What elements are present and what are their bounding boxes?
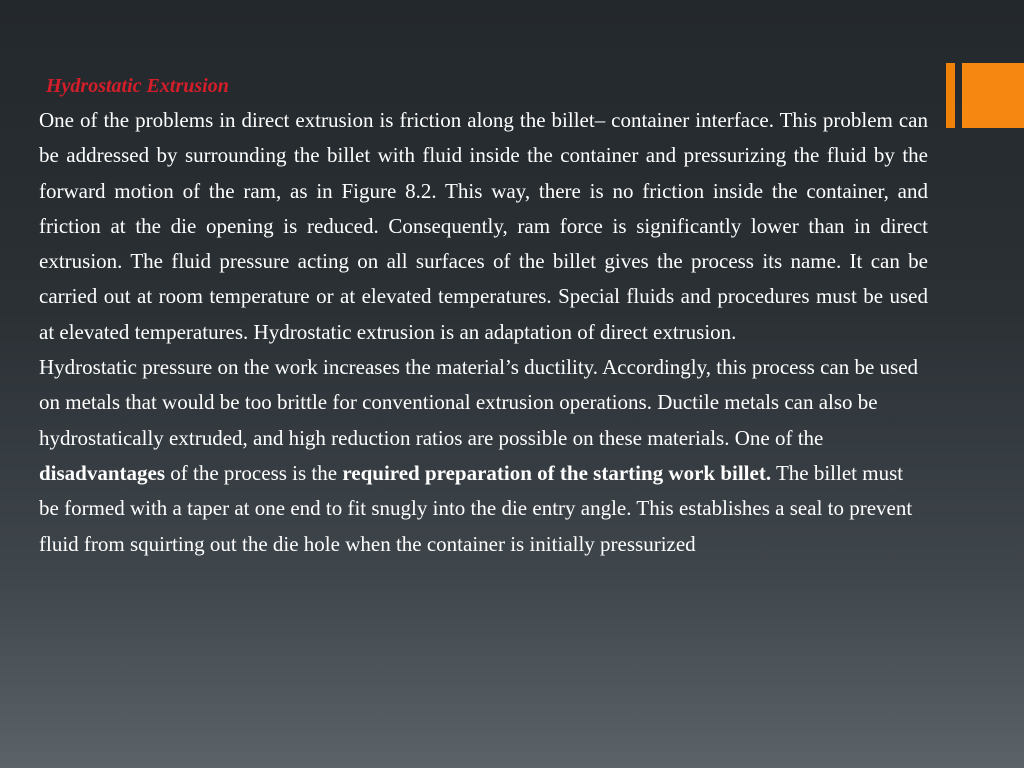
accent-bar-thick	[962, 63, 1024, 128]
slide-title: Hydrostatic Extrusion	[46, 75, 229, 97]
slide-body	[39, 103, 928, 562]
paragraph2-text-1: Hydrostatic pressure on the work increases the material’s ductility. Accordingly, this process can be used on metals that would be too brittle for conventional extrusion operations. Ductile metals can also be hydrostatically extruded, and high reduction ratios are possible on these materials. One of the	[39, 355, 919, 450]
paragraph2-text-2: of the process is the	[165, 460, 343, 485]
paragraph2-text-3: The billet must be formed with a taper at one end to fit snugly into the die entry angle. This establishes a seal to prevent fluid from squirting out the die hole when the container is initially pressurized	[39, 460, 913, 556]
paragraph-direct-extrusion-friction: One of the problems in direct extrusion is friction along the billet– container interface. This problem can be addressed by surrounding the billet with fluid inside the container and pressurizing the fluid by the forward motion of the ram, as in Figure 8.2. This way, there is no friction inside the container, and friction at the die opening is reduced. Consequently, ram force is significantly lower than in direct extrusion. The fluid pressure acting on all surfaces of the billet gives the process its name. It can be carried out at room temperature or at elevated temperatures. Special fluids and procedures must be used at elevated temperatures. Hydrostatic extrusion is an adaptation of direct extrusion.	[39, 108, 928, 344]
paragraph-hydrostatic-pressure	[39, 350, 928, 562]
disadvantages-emphasis: disadvantages	[39, 460, 166, 485]
billet-preparation-emphasis: required preparation of the starting work billet.	[342, 460, 772, 485]
accent-bar-thin	[946, 63, 955, 128]
